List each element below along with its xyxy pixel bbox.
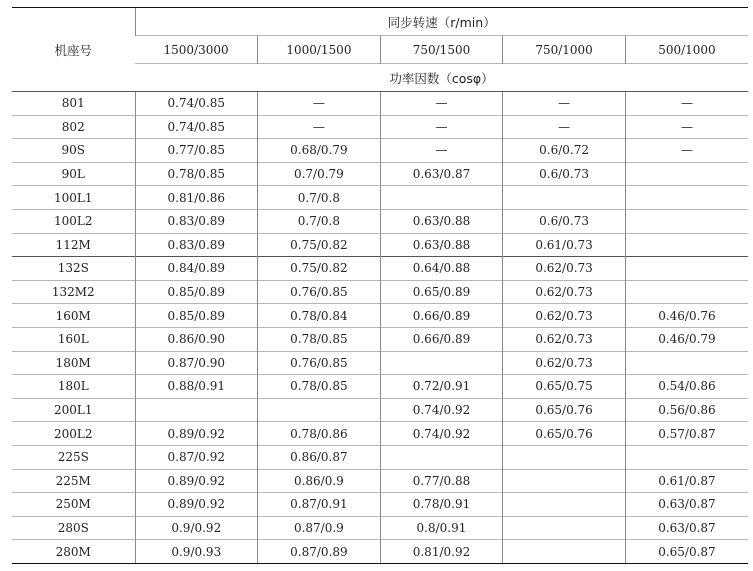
table-row: [12, 233, 748, 257]
power-factor-cell: —: [380, 115, 503, 139]
power-factor-cell: 0.85/0.89: [135, 280, 258, 304]
speed-col-header: 750/1000: [503, 36, 626, 64]
power-factor-cell: 0.74/0.92: [380, 398, 503, 422]
power-factor-cell: 0.6/0.72: [503, 139, 626, 163]
power-factor-cell: 0.65/0.89: [380, 280, 503, 304]
power-factor-cell: 0.62/0.73: [503, 327, 626, 351]
power-factor-cell: 0.86/0.87: [258, 445, 381, 469]
sync-speed-header: 同步转速（r/min）: [135, 8, 748, 36]
power-factor-cell: 0.77/0.88: [380, 469, 503, 493]
power-factor-cell: 0.66/0.89: [380, 327, 503, 351]
power-factor-cell: 0.83/0.89: [135, 209, 258, 233]
power-factor-cell: 0.63/0.88: [380, 209, 503, 233]
power-factor-cell: 0.9/0.92: [135, 516, 258, 540]
power-factor-cell: 0.61/0.87: [625, 469, 748, 493]
power-factor-cell: 0.56/0.86: [625, 398, 748, 422]
frame-number-cell: 200L1: [12, 398, 135, 422]
power-factor-cell: 0.89/0.92: [135, 469, 258, 493]
table-header: [12, 8, 748, 92]
speed-col-header: 500/1000: [625, 36, 748, 64]
power-factor-cell: 0.63/0.87: [625, 516, 748, 540]
power-factor-cell: 0.46/0.79: [625, 327, 748, 351]
power-factor-cell: 0.61/0.73: [503, 233, 626, 257]
table-row: [12, 493, 748, 517]
power-factor-header: 功率因数（cosφ）: [135, 64, 748, 92]
frame-number-cell: 180L: [12, 375, 135, 399]
frame-number-cell: 100L1: [12, 186, 135, 210]
power-factor-cell: 0.6/0.73: [503, 162, 626, 186]
table-row: [12, 304, 748, 328]
power-factor-cell: 0.74/0.85: [135, 115, 258, 139]
power-factor-cell: [503, 186, 626, 210]
power-factor-cell: 0.7/0.8: [258, 209, 381, 233]
table-row: [12, 186, 748, 210]
power-factor-cell: 0.86/0.9: [258, 469, 381, 493]
power-factor-cell: 0.78/0.85: [258, 375, 381, 399]
power-factor-cell: [503, 445, 626, 469]
power-factor-cell: —: [625, 139, 748, 163]
speed-col-header: 1000/1500: [258, 36, 381, 64]
power-factor-cell: [625, 162, 748, 186]
power-factor-cell: 0.85/0.89: [135, 304, 258, 328]
frame-number-header: 机座号: [12, 8, 135, 92]
power-factor-cell: 0.62/0.73: [503, 280, 626, 304]
power-factor-cell: [258, 398, 381, 422]
power-factor-cell: 0.75/0.82: [258, 233, 381, 257]
power-factor-cell: 0.86/0.90: [135, 327, 258, 351]
power-factor-cell: 0.46/0.76: [625, 304, 748, 328]
power-factor-cell: 0.54/0.86: [625, 375, 748, 399]
power-factor-cell: 0.65/0.87: [625, 540, 748, 564]
power-factor-cell: —: [380, 92, 503, 116]
power-factor-cell: —: [380, 139, 503, 163]
power-factor-cell: 0.7/0.8: [258, 186, 381, 210]
power-factor-cell: [625, 280, 748, 304]
power-factor-cell: 0.62/0.73: [503, 257, 626, 281]
table-row: [12, 139, 748, 163]
frame-number-cell: 280S: [12, 516, 135, 540]
table-row: [12, 445, 748, 469]
power-factor-cell: [503, 469, 626, 493]
power-factor-cell: 0.66/0.89: [380, 304, 503, 328]
power-factor-cell: 0.76/0.85: [258, 280, 381, 304]
frame-number-cell: 160L: [12, 327, 135, 351]
power-factor-cell: 0.78/0.85: [258, 327, 381, 351]
table-row: [12, 327, 748, 351]
frame-number-cell: 112M: [12, 233, 135, 257]
power-factor-table: [12, 7, 748, 564]
frame-number-cell: 90S: [12, 139, 135, 163]
power-factor-cell: [625, 186, 748, 210]
table-row: [12, 162, 748, 186]
power-factor-cell: [380, 186, 503, 210]
power-factor-cell: [625, 233, 748, 257]
power-factor-cell: 0.72/0.91: [380, 375, 503, 399]
power-factor-cell: 0.65/0.75: [503, 375, 626, 399]
frame-number-cell: 90L: [12, 162, 135, 186]
frame-number-cell: 160M: [12, 304, 135, 328]
table-row: [12, 375, 748, 399]
table-row: [12, 398, 748, 422]
table-row: [12, 280, 748, 304]
power-factor-cell: 0.81/0.86: [135, 186, 258, 210]
table-row: [12, 115, 748, 139]
table-body: [12, 92, 748, 564]
power-factor-cell: 0.78/0.84: [258, 304, 381, 328]
power-factor-cell: 0.89/0.92: [135, 422, 258, 446]
power-factor-cell: 0.65/0.76: [503, 422, 626, 446]
power-factor-cell: 0.8/0.91: [380, 516, 503, 540]
frame-number-cell: 280M: [12, 540, 135, 564]
power-factor-cell: 0.64/0.88: [380, 257, 503, 281]
power-factor-cell: 0.6/0.73: [503, 209, 626, 233]
power-factor-cell: —: [258, 92, 381, 116]
table-row: [12, 516, 748, 540]
power-factor-cell: [503, 516, 626, 540]
power-factor-cell: —: [258, 115, 381, 139]
power-factor-cell: 0.74/0.85: [135, 92, 258, 116]
power-factor-cell: 0.68/0.79: [258, 139, 381, 163]
power-factor-cell: 0.62/0.73: [503, 304, 626, 328]
power-factor-cell: 0.74/0.92: [380, 422, 503, 446]
table-row: [12, 422, 748, 446]
frame-number-cell: 225S: [12, 445, 135, 469]
table-row: [12, 540, 748, 564]
table-row: [12, 257, 748, 281]
power-factor-cell: 0.81/0.92: [380, 540, 503, 564]
frame-number-cell: 801: [12, 92, 135, 116]
power-factor-cell: 0.7/0.79: [258, 162, 381, 186]
power-factor-cell: 0.63/0.88: [380, 233, 503, 257]
table-row: [12, 92, 748, 116]
power-factor-cell: 0.87/0.89: [258, 540, 381, 564]
frame-number-cell: 200L2: [12, 422, 135, 446]
power-factor-cell: [625, 209, 748, 233]
power-factor-cell: 0.77/0.85: [135, 139, 258, 163]
power-factor-cell: 0.78/0.85: [135, 162, 258, 186]
power-factor-cell: —: [503, 115, 626, 139]
power-factor-cell: 0.87/0.9: [258, 516, 381, 540]
power-factor-cell: 0.87/0.90: [135, 351, 258, 375]
power-factor-cell: [625, 257, 748, 281]
power-factor-cell: 0.65/0.76: [503, 398, 626, 422]
frame-number-cell: 100L2: [12, 209, 135, 233]
power-factor-cell: —: [625, 115, 748, 139]
power-factor-cell: 0.89/0.92: [135, 493, 258, 517]
power-factor-cell: 0.57/0.87: [625, 422, 748, 446]
power-factor-cell: 0.63/0.87: [625, 493, 748, 517]
frame-number-cell: 250M: [12, 493, 135, 517]
power-factor-cell: 0.62/0.73: [503, 351, 626, 375]
frame-number-cell: 180M: [12, 351, 135, 375]
power-factor-cell: 0.88/0.91: [135, 375, 258, 399]
power-factor-cell: 0.78/0.86: [258, 422, 381, 446]
power-factor-cell: 0.76/0.85: [258, 351, 381, 375]
power-factor-cell: 0.87/0.92: [135, 445, 258, 469]
power-factor-cell: 0.83/0.89: [135, 233, 258, 257]
power-factor-cell: [380, 445, 503, 469]
power-factor-cell: [503, 493, 626, 517]
table-row: [12, 469, 748, 493]
power-factor-cell: 0.9/0.93: [135, 540, 258, 564]
table-row: [12, 351, 748, 375]
power-factor-cell: 0.63/0.87: [380, 162, 503, 186]
power-factor-cell: 0.78/0.91: [380, 493, 503, 517]
speed-col-header: 750/1500: [380, 36, 503, 64]
power-factor-cell: 0.75/0.82: [258, 257, 381, 281]
frame-number-cell: 132M2: [12, 280, 135, 304]
frame-number-cell: 132S: [12, 257, 135, 281]
power-factor-cell: —: [625, 92, 748, 116]
power-factor-cell: [380, 351, 503, 375]
power-factor-cell: 0.87/0.91: [258, 493, 381, 517]
power-factor-cell: [625, 351, 748, 375]
power-factor-cell: [503, 540, 626, 564]
power-factor-cell: —: [503, 92, 626, 116]
frame-number-cell: 225M: [12, 469, 135, 493]
power-factor-cell: 0.84/0.89: [135, 257, 258, 281]
table-row: [12, 209, 748, 233]
power-factor-cell: [625, 445, 748, 469]
speed-col-header: 1500/3000: [135, 36, 258, 64]
power-factor-cell: [135, 398, 258, 422]
frame-number-cell: 802: [12, 115, 135, 139]
